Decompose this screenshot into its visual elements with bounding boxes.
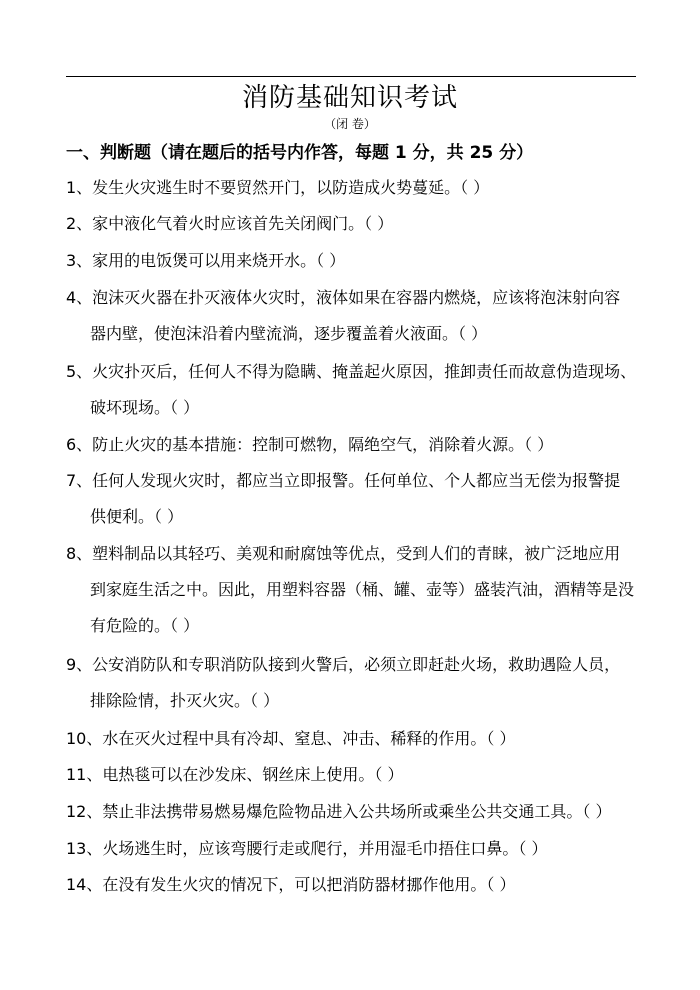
question-line: 有危险的。（ ） <box>90 616 200 635</box>
question-10 <box>66 721 636 757</box>
question-7 <box>66 463 636 535</box>
question-line: 5、火灾扑灭后，任何人不得为隐瞒、掩盖起火原因，推卸责任而故意伪造现场、 <box>66 362 637 381</box>
question-5 <box>66 354 636 426</box>
question-12 <box>66 794 636 830</box>
question-3 <box>66 243 636 279</box>
question-line: 2、家中液化气着火时应该首先关闭阀门。（ ） <box>66 214 394 233</box>
question-line: 到家庭生活之中。因此，用塑料容器（桶、罐、壶等）盛装汽油，酒精等是没 <box>90 580 635 599</box>
exam-title: 消防基础知识考试 <box>241 83 458 113</box>
question-line: 器内壁，使泡沫沿着内壁流淌，逐步覆盖着火液面。（ ） <box>90 324 488 343</box>
question-1 <box>66 170 636 206</box>
question-line: 14、在没有发生火灾的情况下，可以把消防器材挪作他用。（ ） <box>66 875 516 894</box>
question-line: 8、塑料制品以其轻巧、美观和耐腐蚀等优点，受到人们的青睐，被广泛地应用 <box>66 544 621 563</box>
header-rule <box>66 76 636 77</box>
question-line: 6、防止火灾的基本措施：控制可燃物，隔绝空气，消除着火源。（ ） <box>66 435 554 454</box>
question-13 <box>66 831 636 867</box>
question-2 <box>66 206 636 242</box>
section-heading: 一、判断题（请在题后的括号内作答，每题 1 分，共 25 分） <box>66 143 534 163</box>
question-line: 排除险情，扑灭火灾。（ ） <box>90 691 280 710</box>
question-line: 9、公安消防队和专职消防队接到火警后，必须立即赶赴火场，救助遇险人员， <box>66 655 621 674</box>
question-line: 11、电热毯可以在沙发床、钢丝床上使用。（ ） <box>66 765 404 784</box>
question-9 <box>66 647 636 719</box>
question-6 <box>66 427 636 463</box>
question-14 <box>66 867 636 903</box>
question-line: 4、泡沫灭火器在扑灭液体火灾时，液体如果在容器内燃烧，应该将泡沫射向容 <box>66 288 621 307</box>
question-line: 7、任何人发现火灾时，都应当立即报警。任何单位、个人都应当无偿为报警提 <box>66 471 621 490</box>
question-4 <box>66 280 636 352</box>
question-line: 10、水在灭火过程中具有冷却、窒息、冲击、稀释的作用。（ ） <box>66 729 516 748</box>
question-line: 1、发生火灾逃生时不要贸然开门，以防造成火势蔓延。（ ） <box>66 178 490 197</box>
question-line: 13、火场逃生时，应该弯腰行走或爬行，并用湿毛巾捂住口鼻。（ ） <box>66 839 548 858</box>
exam-subtitle: （闭 卷） <box>324 117 376 131</box>
question-8 <box>66 536 636 644</box>
question-line: 12、禁止非法携带易燃易爆危险物品进入公共场所或乘坐公共交通工具。（ ） <box>66 802 612 821</box>
question-line: 破坏现场。（ ） <box>90 398 200 417</box>
question-11 <box>66 757 636 793</box>
question-line: 3、家用的电饭煲可以用来烧开水。（ ） <box>66 251 346 270</box>
question-line: 供便利。（ ） <box>90 507 184 526</box>
